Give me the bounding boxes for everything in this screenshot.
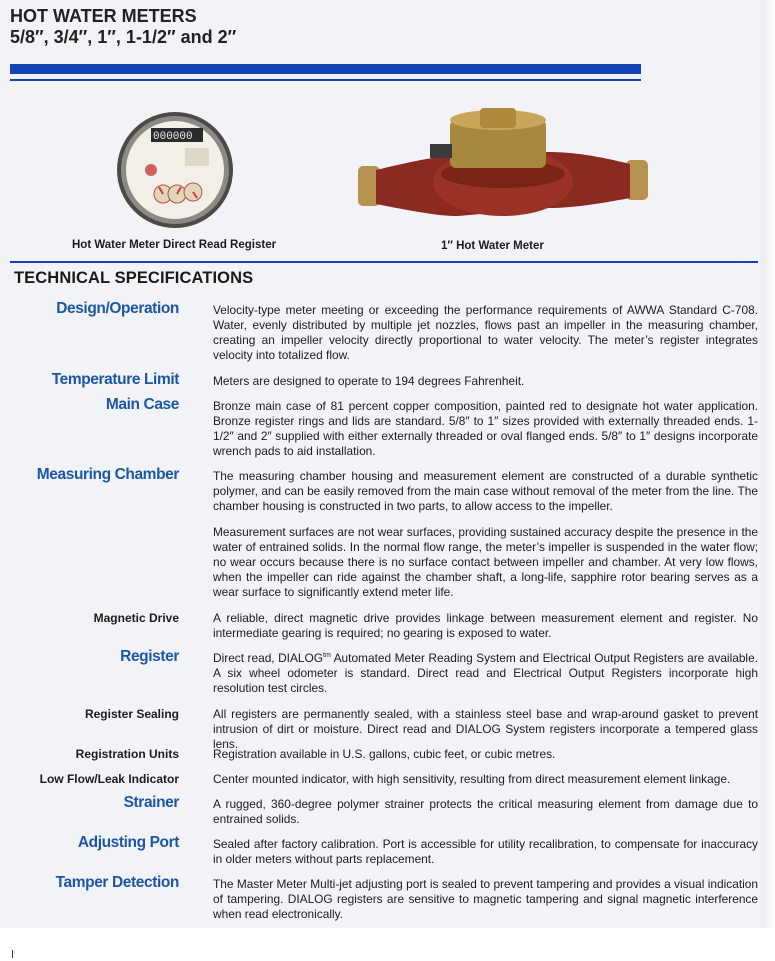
spec-text-tamper-detection: The Master Meter Multi-jet adjusting port is sealed to prevent tampering and provides a visual indication of tampering. DIALOG registers are sensitive to magnetic tampering and signal magnetic interference when read electronically. bbox=[213, 877, 758, 921]
title-sizes: 5/8″, 3/4″, 1″, 1-1/2″ and 2″ bbox=[10, 27, 237, 47]
spec-text-low-flow-leak-indicator: Center mounted indicator, with high sensitivity, resulting from direct measurement element linkage. bbox=[213, 772, 731, 786]
spec-text-strainer: A rugged, 360-degree polymer strainer protects the critical measuring element from damage due to entrained solids. bbox=[213, 797, 758, 826]
page-title bbox=[10, 6, 236, 48]
spec-label-low-flow-leak-indicator: Low Flow/Leak Indicator bbox=[39, 772, 179, 786]
spec-label-register-sealing: Register Sealing bbox=[84, 707, 179, 721]
spec-text-register bbox=[213, 651, 758, 696]
section-rule bbox=[10, 261, 758, 263]
spec-label-measuring-chamber: Measuring Chamber bbox=[36, 466, 179, 483]
spec-text-magnetic-drive: A reliable, direct magnetic drive provides linkage between measurement element and register. No intermediate gearing is required; no gearing is exposed to water. bbox=[213, 611, 758, 640]
spec-text-measuring-chamber-wear: Measurement surfaces are not wear surfaces, providing sustained accuracy despite the presence in the water of entrained solids. In the normal flow range, the meter’s impeller is suspended in the water flow; no wear occurs because there is no surface contact between impeller and chamber. At very low flows, when the impeller can ride against the chamber shaft, a long-life, sapphire rotor bearing serves as a wear surface to significantly extend meter life. bbox=[213, 525, 758, 599]
spec-label-strainer: Strainer bbox=[123, 794, 179, 811]
hot-water-meter-icon bbox=[358, 104, 648, 229]
register-text-rest: Automated Meter Reading System and Electrical Output Registers are available. A six wheel odometer is standard. Direct read and Electrical Output Registers incorporate high resolution test circles. bbox=[213, 651, 758, 695]
header-band bbox=[10, 64, 641, 74]
spec-label-registration-units: Registration Units bbox=[75, 747, 179, 761]
spec-text-design-operation: Velocity-type meter meeting or exceeding the performance requirements of AWWA Standard C-708. Water, evenly distributed by multiple jet nozzles, flows past an impeller in the measuring chamber, creating an impeller velocity directly proportional to water velocity. The meter’s register integrates velocity into totalized flow. bbox=[213, 303, 758, 362]
section-title: TECHNICAL SPECIFICATIONS bbox=[14, 269, 254, 287]
spec-label-temperature-limit: Temperature Limit bbox=[51, 371, 179, 388]
spec-text-main-case: Bronze main case of 81 percent copper composition, painted red to designate hot water application. Bronze register rings and lids are standard. 5/8″ to 1″ sizes provided with externally threaded ends. 1-1/2″ and 2″ supplied with either externally threaded or oval flanged ends. 5/8″ to 1″ designs incorporate wrench pads to aid installation. bbox=[213, 399, 758, 458]
page-bottom-strip bbox=[0, 928, 775, 961]
trademark-mark: tm bbox=[323, 652, 331, 660]
page-edge-shadow bbox=[761, 0, 775, 961]
spec-label-tamper-detection: Tamper Detection bbox=[55, 874, 179, 891]
spec-label-design-operation: Design/Operation bbox=[56, 300, 179, 317]
title-main: HOT WATER METERS bbox=[10, 6, 197, 26]
register-photo-caption: Hot Water Meter Direct Read Register bbox=[72, 239, 277, 251]
spec-label-magnetic-drive: Magnetic Drive bbox=[93, 611, 179, 625]
odometer-digits: 000000 bbox=[153, 131, 193, 143]
spec-text-registration-units: Registration available in U.S. gallons, cubic feet, or cubic metres. bbox=[213, 747, 556, 761]
header-band-thin bbox=[10, 79, 641, 81]
spec-label-main-case: Main Case bbox=[105, 396, 179, 413]
spec-text-temperature-limit: Meters are designed to operate to 194 degrees Fahrenheit. bbox=[213, 374, 525, 388]
meter-photo-caption: 1″ Hot Water Meter bbox=[441, 240, 544, 252]
spec-text-measuring-chamber: The measuring chamber housing and measurement element are constructed of a durable synthetic polymer, and can be easily removed from the main case without removal of the meter from the line. The chamber housing is constructed in two parts, to allow access to the impeller. bbox=[213, 469, 758, 513]
meter-register-dial-icon bbox=[115, 110, 235, 230]
spec-label-register: Register bbox=[120, 648, 179, 665]
spec-label-adjusting-port: Adjusting Port bbox=[77, 834, 179, 851]
spec-text-adjusting-port: Sealed after factory calibration. Port is accessible for utility recalibration, to compensate for inaccuracy in older meters without parts replacement. bbox=[213, 837, 758, 866]
register-text-start: Direct read, DIALOG bbox=[213, 651, 324, 665]
page-bottom-mark bbox=[12, 950, 13, 958]
spec-text-register-sealing: All registers are permanently sealed, with a stainless steel base and wrap-around gasket to prevent intrusion of dirt or moisture. Direct read and DIALOG System registers incorporate a tempered glass lens. bbox=[213, 707, 758, 751]
